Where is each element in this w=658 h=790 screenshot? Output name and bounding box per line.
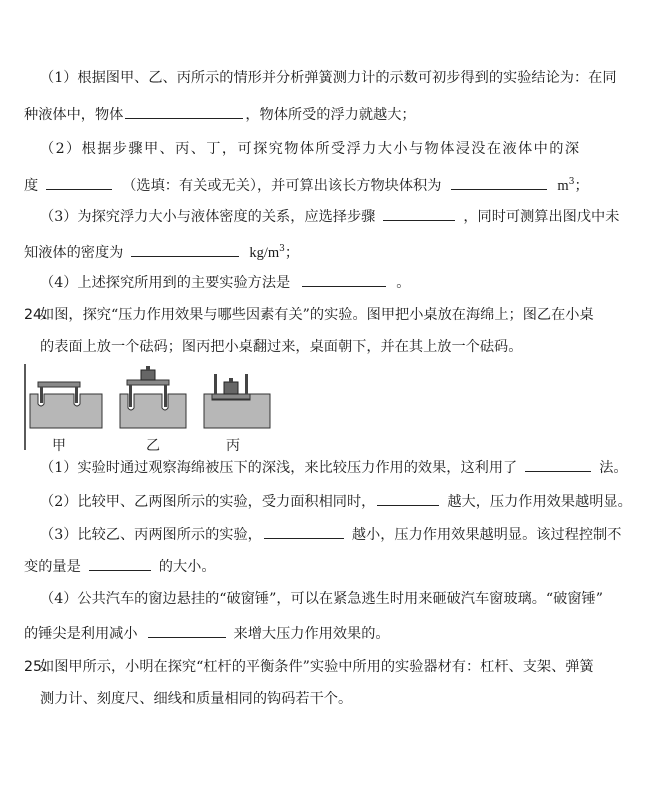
q24-number: 24.: [24, 307, 47, 323]
figure-jia: [30, 382, 102, 428]
q24-sub2-line: （2）比较甲、乙两图所示的实验，受力面积相同时， 越大，压力作用效果越明显。: [40, 491, 632, 512]
q24-sub3-blank[interactable]: [264, 524, 344, 539]
figure-label-yi: 乙: [146, 438, 160, 454]
figure-label-bing: 丙: [226, 438, 240, 454]
figure-label-jia: 甲: [52, 438, 66, 454]
q24-stem-line1: 24.如图，探究“压力作用效果与哪些因素有关”的实验。图甲把小桌放在海绵上；图乙在小桌: [24, 307, 594, 323]
q23-part3-steps-blank[interactable]: [383, 206, 455, 221]
figure-bing: [204, 374, 270, 428]
q24-sub1-line: （1）实验时通过观察海绵被压下的深浅，来比较压力作用的效果，这利用了 法。: [40, 457, 628, 478]
q23-part1-answer-blank[interactable]: [125, 104, 243, 119]
q23-part3-line2: 知液体的密度为 $kg/m^3$；: [24, 244, 300, 261]
q23-part2-line1: （2）根据步骤甲、丙、丁，可探究物体所受浮力大小与物体浸没在液体中的深: [40, 141, 581, 157]
q23-part1-line1: （1）根据图甲、乙、丙所示的情形并分析弹簧测力计的示数可初步得到的实验结论为：在同: [40, 70, 617, 86]
q24-sub2-blank[interactable]: [377, 491, 439, 506]
q23-part4-method-blank[interactable]: [302, 272, 386, 287]
q25-stem-line1: 25.如图甲所示，小明在探究“杠杆的平衡条件”实验中所用的实验器材有：杠杆、支架、弹簧: [24, 659, 594, 675]
figure-yi: [120, 366, 186, 428]
q24-sub3-line1: （3）比较乙、丙两图所示的实验， 越小，压力作用效果越明显。该过程控制不: [40, 524, 621, 545]
q25-number: 25.: [24, 659, 47, 675]
q23-part1-line2: 种液体中，物体 ，物体所受的浮力就越大；: [24, 104, 416, 125]
q24-sub4-blank[interactable]: [148, 623, 226, 638]
q24-stem-line2: 的表面上放一个砝码；图丙把小桌翻过来，桌面朝下，并在其上放一个砝码。: [40, 339, 523, 355]
q24-sub4-line2: 的锤尖是利用减小 来增大压力作用效果的。: [24, 623, 390, 644]
q23-part2-depth-blank[interactable]: [46, 175, 112, 190]
q24-sub1-method-blank[interactable]: [525, 457, 591, 472]
q23-part2-volume-blank[interactable]: [451, 175, 547, 190]
q23-part3-line1: （3）为探究浮力大小与液体密度的关系，应选择步骤 ，同时可测算出图戊中未: [40, 206, 619, 227]
q24-sub4-line1: （4）公共汽车的窗边悬挂的“破窗锤”，可以在紧急逃生时用来砸破汽车窗玻璃。“破窗锤”: [40, 591, 603, 607]
q25-stem-line2: 测力计、刻度尺、细线和质量相同的钩码若干个。: [40, 691, 353, 707]
q24-sub3-controlled-blank[interactable]: [89, 556, 151, 571]
q23-part4-line: （4）上述探究所用到的主要实验方法是 。: [40, 272, 410, 293]
q23-part2-line2: 度 （选填：有关或无关），并可算出该长方物块体积为 $m^3$；: [24, 177, 589, 194]
q24-sub3-line2: 变的量是 的大小。: [24, 556, 216, 577]
q23-part3-density-blank[interactable]: [131, 242, 239, 257]
